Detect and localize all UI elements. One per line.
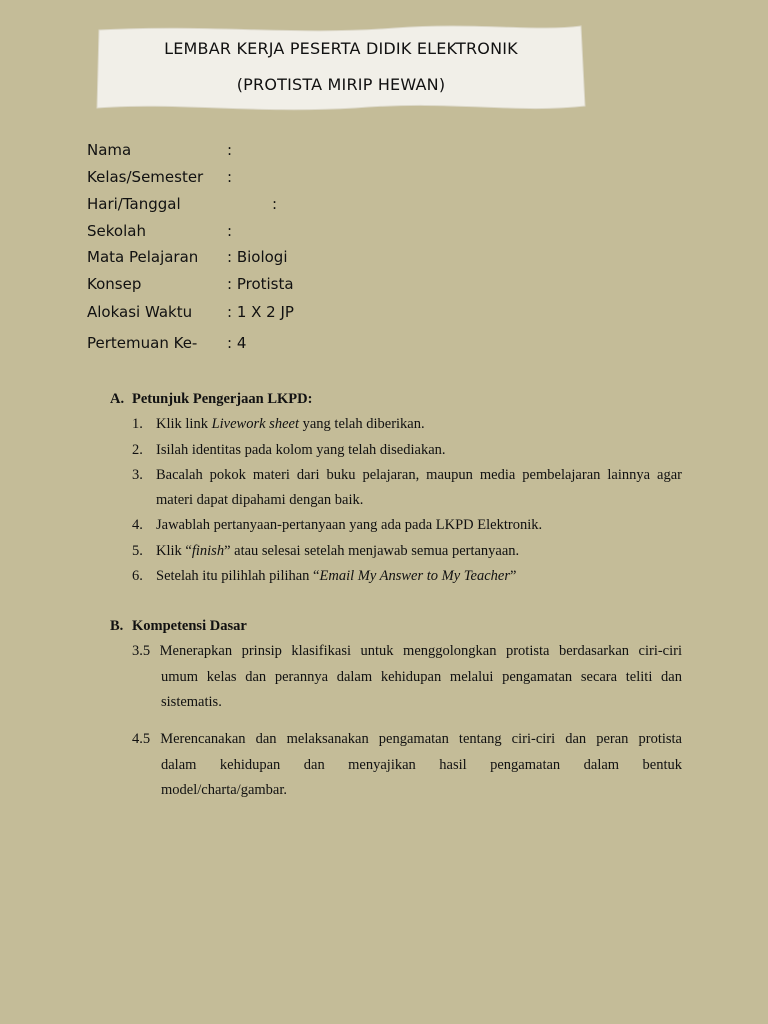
section-marker: B.	[110, 618, 124, 634]
identity-label: Pertemuan Ke-	[87, 334, 198, 352]
identity-label: Kelas/Semester	[87, 168, 204, 186]
identity-label: Nama	[87, 141, 132, 159]
competency-text-continued: umum kelas dan perannya dalam kehidupan melalui pengamatan secara teliti dan	[161, 668, 682, 685]
section-title: Petunjuk Pengerjaan LKPD:	[132, 391, 313, 407]
identity-value: : 4	[227, 334, 247, 352]
competency-text: 4.5 Merencanakan dan melaksanakan pengamatan tentang ciri-ciri dan peran protista	[132, 731, 682, 747]
identity-label: Sekolah	[87, 222, 146, 240]
competency-text-continued: model/charta/gambar.	[161, 782, 288, 798]
item-text	[156, 412, 682, 438]
item-text: Isilah identitas pada kolom yang telah disediakan.	[156, 442, 446, 458]
item-text: Jawablah pertanyaan-pertanyaan yang ada pada LKPD Elektronik.	[156, 517, 543, 533]
identity-label: Konsep	[87, 275, 142, 293]
identity-value: :	[272, 195, 278, 213]
identity-label: Alokasi Waktu	[87, 303, 193, 321]
item-number: 4.	[132, 517, 143, 533]
page-title: LEMBAR KERJA PESERTA DIDIK ELEKTRONIK	[164, 39, 518, 58]
section-a-heading	[110, 391, 312, 408]
identity-label: Hari/Tanggal	[87, 195, 181, 213]
item-text-part: Klik “	[156, 543, 192, 559]
item-text	[156, 539, 682, 565]
title-banner	[95, 22, 587, 112]
identity-value: : 1 X 2 JP	[227, 303, 294, 321]
competency-text-continued: sistematis.	[161, 694, 222, 710]
identity-value: :	[227, 222, 233, 240]
item-number: 6.	[132, 568, 143, 584]
item-number: 5.	[132, 543, 143, 559]
item-number: 1.	[132, 416, 143, 432]
identity-value: : Protista	[227, 275, 294, 293]
item-text-part: Setelah itu pilihlah pilihan “	[156, 568, 320, 584]
item-text-part: ” atau selesai setelah menjawab semua pertanyaan.	[224, 543, 520, 559]
competency-text: 3.5 Menerapkan prinsip klasifikasi untuk menggolongkan protista berdasarkan ciri-ciri	[132, 643, 682, 659]
item-text-emphasis: Email My Answer to My Teacher	[319, 568, 510, 584]
identity-value: : Biologi	[227, 248, 288, 266]
item-text-emphasis: Livework sheet	[211, 416, 299, 432]
item-text	[156, 564, 682, 590]
item-text-part: yang telah diberikan.	[298, 416, 425, 432]
identity-value: :	[227, 141, 233, 159]
item-number: 3.	[132, 467, 143, 483]
item-number: 2.	[132, 442, 143, 458]
section-title: Kompetensi Dasar	[132, 618, 247, 634]
section-b-heading	[110, 618, 247, 635]
item-text-emphasis: finish	[191, 543, 225, 559]
competency-item	[132, 639, 682, 716]
competency-item	[132, 727, 682, 804]
identity-value: :	[227, 168, 233, 186]
section-marker: A.	[110, 391, 125, 407]
banner-shape	[95, 22, 587, 112]
competency-text-continued: dalam kehidupan dan menyajikan hasil pengamatan dalam bentuk	[161, 756, 682, 773]
item-text-part: ”	[510, 568, 517, 584]
item-text: Bacalah pokok materi dari buku pelajaran, maupun media pembelajaran lainnya agar	[156, 467, 682, 483]
page-subtitle: (PROTISTA MIRIP HEWAN)	[236, 75, 446, 94]
item-text-continued: materi dapat dipahami dengan baik.	[156, 492, 364, 508]
item-text-part: Klik link	[156, 416, 212, 432]
identity-label: Mata Pelajaran	[87, 248, 199, 266]
